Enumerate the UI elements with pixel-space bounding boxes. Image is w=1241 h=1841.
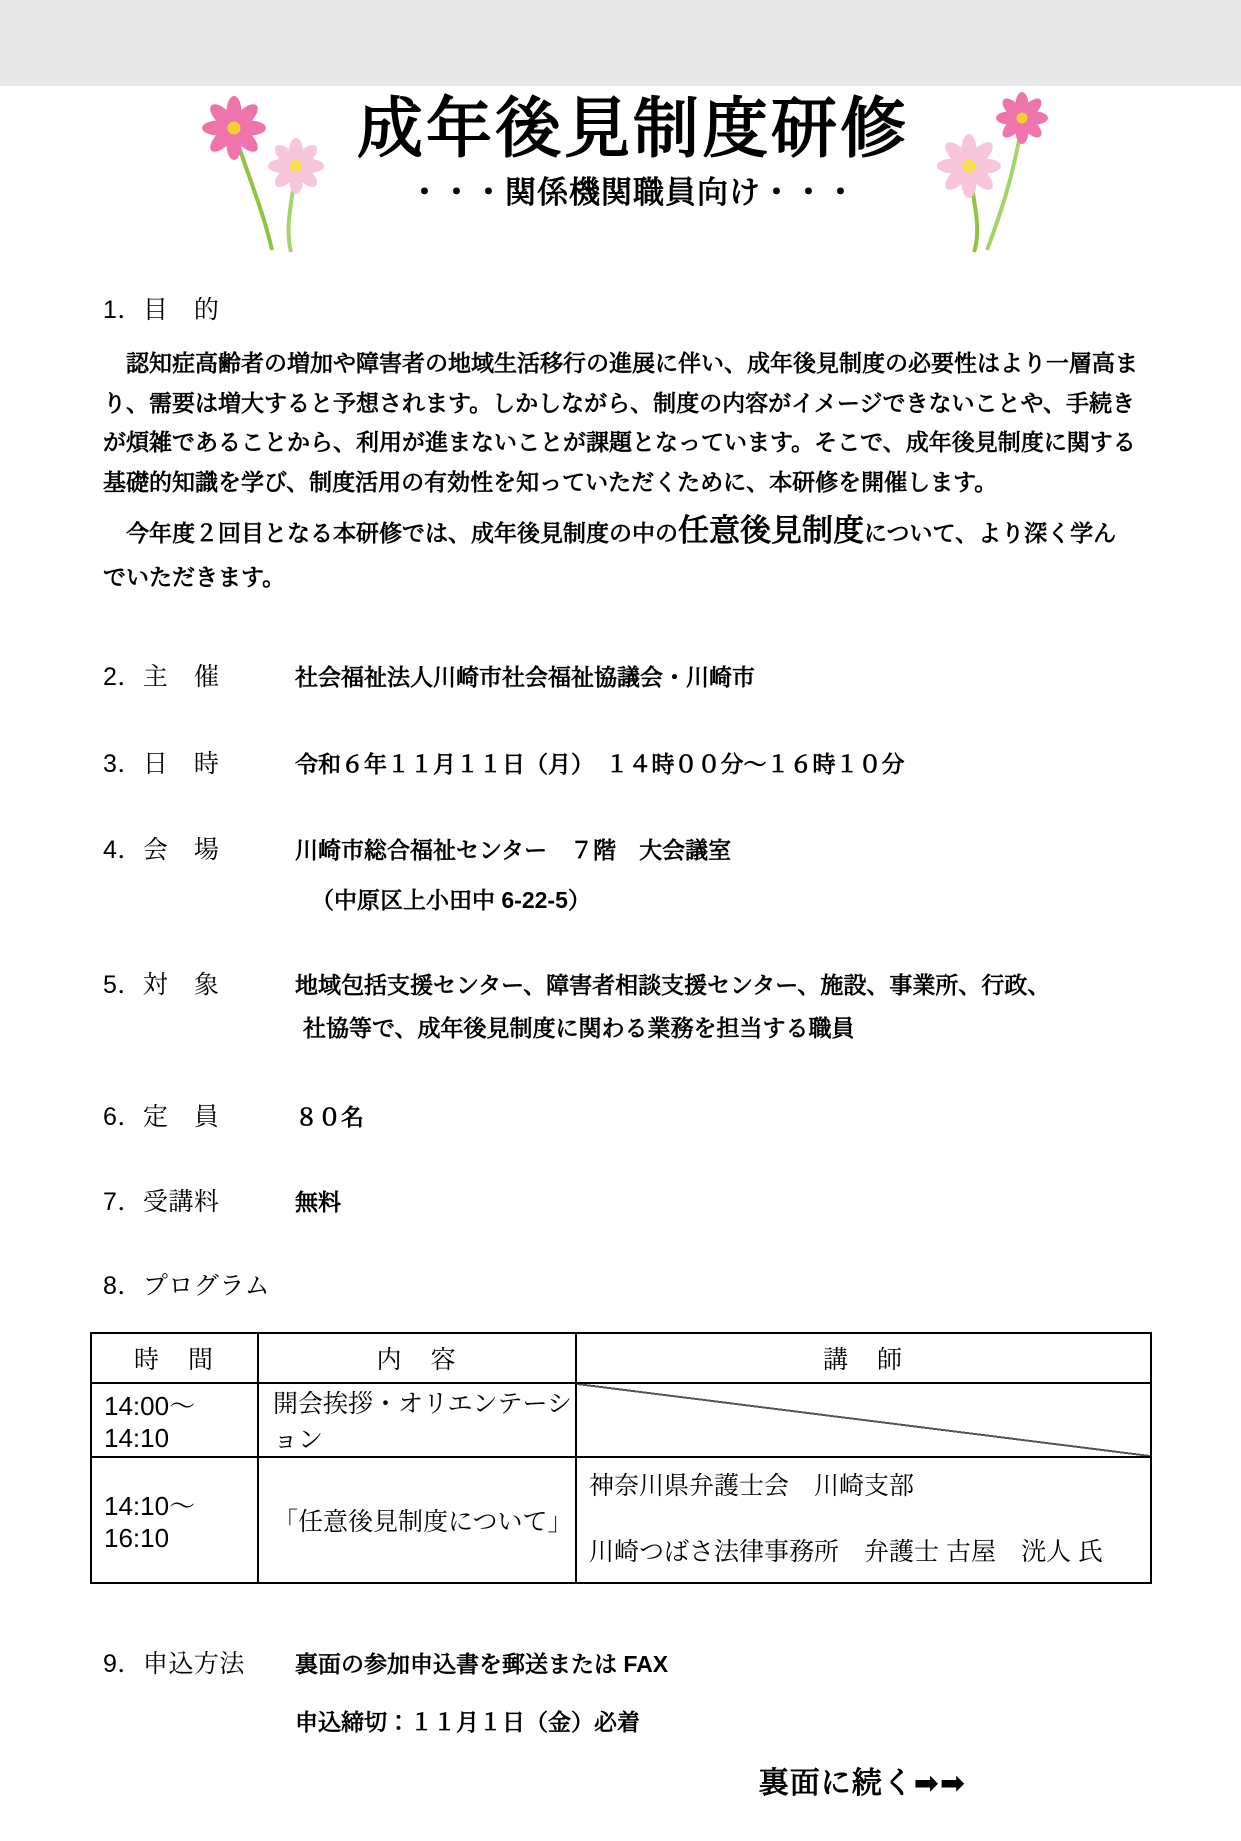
program-table-header-row (91, 1333, 1151, 1383)
section-application (103, 1644, 1138, 1740)
section-target (103, 965, 1138, 1047)
continue-on-back-note: 裏面に続く➡➡ (758, 1767, 966, 1801)
datetime-value: 令和６年１１月１１日（月） １４時００分～１６時１０分 (295, 750, 905, 777)
lecturer-organization: 神奈川県弁護士会 川崎支部 (589, 1472, 915, 1501)
application-deadline: 申込締切：１１月１日（金）必着 (295, 1708, 640, 1735)
application-method: 裏面の参加申込書を郵送または FAX (295, 1651, 669, 1678)
page-title: 成年後見制度研修 (357, 91, 909, 165)
row2-content: 「任意後見制度について」 (258, 1457, 576, 1583)
table-row (91, 1457, 1151, 1583)
section-venue (103, 830, 1138, 918)
capacity-value: ８０名 (295, 1103, 364, 1130)
section-fee-label: 7．受講料 (103, 1187, 220, 1216)
venue-address: （中原区上小田中 6-22-5） (311, 886, 591, 913)
section-application-label: 9．申込方法 (103, 1650, 245, 1679)
col-header-content: 内 容 (258, 1333, 576, 1383)
section-datetime (103, 744, 1138, 783)
section-datetime-label: 3．日 時 (103, 749, 220, 778)
section-purpose-label: 1．目 的 (103, 296, 220, 324)
row1-content: 開会挨拶・オリエンテーション (258, 1383, 576, 1457)
purpose-paragraph-2 (103, 504, 1138, 597)
col-header-time: 時 間 (91, 1333, 258, 1383)
row1-time: 14:00～14:10 (91, 1383, 258, 1457)
purpose-paragraph-1: 認知症高齢者の増加や障害者の地域生活移行の進展に伴い、成年後見制度の必要性はより一層高まり、需要は増大すると予想されます。しかしながら、制度の内容がイメージできないことや、手続きが煩雑であることから、利用が進まないことが課題となっています。そこで、成年後見制度に関する基礎的知識を学び、制度活用の有効性を知っていただくために、本研修を開催します。 (103, 350, 1138, 495)
row2-lecturer (576, 1457, 1151, 1583)
row2-time: 14:10～16:10 (91, 1457, 258, 1583)
venue-value: 川崎市総合福祉センター ７階 大会議室 (295, 837, 732, 864)
section-capacity (103, 1097, 1138, 1136)
section-capacity-label: 6．定 員 (103, 1102, 220, 1131)
section-host-label: 2．主 催 (103, 663, 220, 692)
target-line-1: 地域包括支援センター、障害者相談支援センター、施設、事業所、行政、 (295, 971, 1051, 998)
section-target-label: 5．対 象 (103, 970, 220, 999)
fee-value: 無料 (295, 1188, 341, 1215)
program-table (90, 1332, 1152, 1584)
section-program-label: 8．プログラム (103, 1272, 271, 1301)
table-row (91, 1383, 1151, 1457)
section-fee (103, 1182, 1138, 1221)
diagonal-line (577, 1384, 1150, 1456)
emphasis-voluntary-guardianship: 任意後見制度 (678, 513, 864, 549)
col-header-lecturer: 講 師 (576, 1333, 1151, 1383)
section-program (103, 1266, 1138, 1584)
section-venue-label: 4．会 場 (103, 836, 220, 865)
row1-lecturer-empty (576, 1383, 1151, 1457)
cosmos-flowers-left-icon (192, 86, 347, 254)
section-host (103, 657, 1138, 696)
lecturer-name: 川崎つばさ法律事務所 弁護士 古屋 洸人 氏 (589, 1538, 1103, 1567)
title-block (103, 86, 1138, 254)
target-line-2: 社協等で、成年後見制度に関わる業務を担当する職員 (303, 1015, 855, 1042)
page-subtitle: ・・・関係機関職員向け・・・ (409, 175, 857, 211)
flyer-page (0, 86, 1241, 1841)
cosmos-flowers-right-icon (919, 86, 1049, 254)
purpose-paragraph-2-pre: 今年度２回目となる本研修では、成年後見制度の中の (126, 520, 678, 547)
section-purpose (103, 290, 1138, 597)
host-value: 社会福祉法人川崎市社会福祉協議会・川崎市 (295, 664, 755, 691)
purpose-paragraph-2-post: について、より深く学んでいただきます。 (103, 520, 1117, 590)
